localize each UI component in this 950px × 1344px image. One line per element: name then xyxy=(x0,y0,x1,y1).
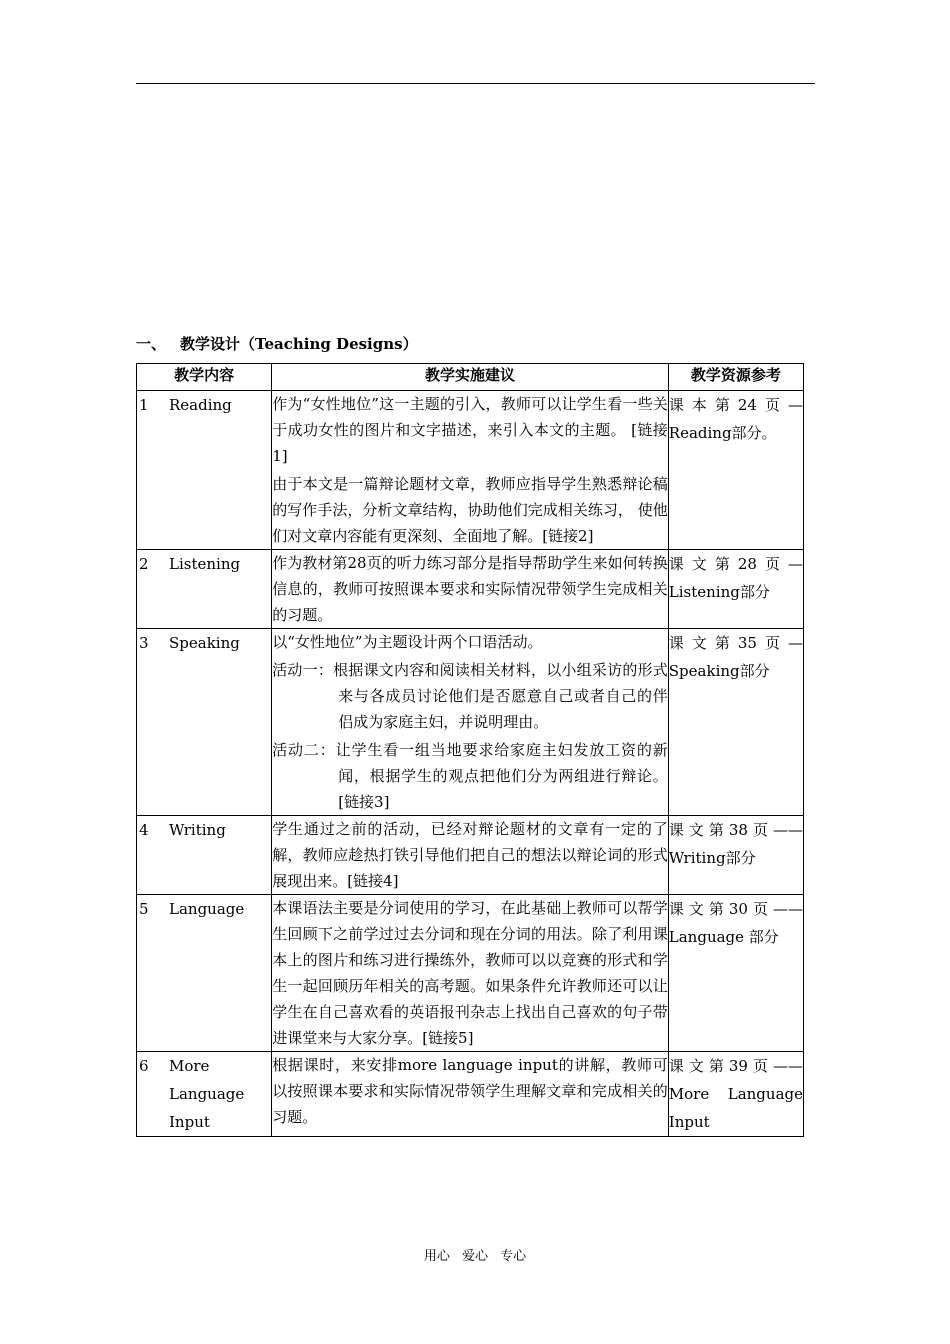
resource-cell xyxy=(668,550,803,629)
content-cell xyxy=(137,895,272,1052)
resource-cell xyxy=(668,895,803,1052)
row-index: 6 xyxy=(139,1057,149,1075)
resource-text: 课文第30页——Language 部分 xyxy=(668,900,803,946)
row-index: 5 xyxy=(139,900,149,918)
activity-two: 活动二：让学生看一组当地要求给家庭主妇发放工资的新闻，根据学生的观点把他们分为两组进行辩论。[链接3] xyxy=(272,741,668,811)
advice-cell xyxy=(272,550,669,629)
resource-cell xyxy=(668,391,803,550)
advice-paragraph: 本课语法主要是分词使用的学习，在此基础上教师可以帮学生回顾下之前学过过去分词和现在分词的用法。除了利用课本上的图片和练习进行操练外，教师可以以竞赛的形式和学生一起回顾历年相关的高考题。如果条件允许教师还可以让学生在自己喜欢看的英语报刊杂志上找出自己喜欢的句子带进课堂来与大家分享。[链接5] xyxy=(272,899,668,1047)
table-header-row xyxy=(137,364,804,391)
header-rule xyxy=(136,83,815,84)
row-topic: Reading xyxy=(169,396,232,414)
content-cell xyxy=(137,1052,272,1137)
row-index: 1 xyxy=(139,396,149,414)
table-row xyxy=(137,550,804,629)
row-topic: Listening xyxy=(169,555,241,573)
resource-text: 课文第35页—Speaking部分 xyxy=(668,634,803,680)
row-index: 4 xyxy=(139,821,149,839)
advice-cell xyxy=(272,895,669,1052)
activity-one: 活动一：根据课文内容和阅读相关材料，以小组采访的形式来与各成员讨论他们是否愿意自己或者自己的伴侣成为家庭主妇，并说明理由。 xyxy=(272,661,668,731)
table-row xyxy=(137,629,804,816)
resource-cell xyxy=(668,1052,803,1137)
resource-text: 课文第28页—Listening部分 xyxy=(668,555,803,601)
table-row xyxy=(137,391,804,550)
row-topic: More Language Input xyxy=(169,1057,245,1131)
resource-cell xyxy=(668,816,803,895)
header-advice: 教学实施建议 xyxy=(272,364,669,391)
content-cell xyxy=(137,391,272,550)
row-topic: Speaking xyxy=(169,634,240,652)
advice-paragraph: 作为“女性地位”这一主题的引入，教师可以让学生看一些关于成功女性的图片和文字描述，来引入本文的主题。 [链接1] xyxy=(272,395,668,465)
advice-cell xyxy=(272,816,669,895)
advice-paragraph: 作为教材第28页的听力练习部分是指导帮助学生来如何转换信息的，教师可按照课本要求和实际情况带领学生完成相关的习题。 xyxy=(272,554,668,624)
advice-intro: 以“女性地位”为主题设计两个口语活动。 xyxy=(272,633,543,651)
content-cell xyxy=(137,816,272,895)
table-row xyxy=(137,816,804,895)
page-footer: 用心 爱心 专心 xyxy=(423,1249,527,1264)
advice-paragraph: 根据课时，来安排more language input的讲解，教师可以按照课本要求和实际情况带领学生理解文章和完成相关的习题。 xyxy=(272,1056,668,1126)
advice-paragraph: 由于本文是一篇辩论题材文章，教师应指导学生熟悉辩论稿的写作手法，分析文章结构，协助他们完成相关练习， 使他们对文章内容能有更深刻、全面地了解。[链接2] xyxy=(272,475,668,545)
section-number: 一、 xyxy=(136,335,167,353)
row-index: 3 xyxy=(139,634,149,652)
section-heading xyxy=(136,333,418,355)
table-row xyxy=(137,1052,804,1137)
resource-text: 课本第24页—Reading部分。 xyxy=(668,396,803,442)
header-resource: 教学资源参考 xyxy=(668,364,803,391)
resource-text: 课文第39页——More Language Input xyxy=(668,1057,803,1131)
content-cell xyxy=(137,550,272,629)
row-topic: Writing xyxy=(169,821,226,839)
advice-paragraph: 学生通过之前的活动，已经对辩论题材的文章有一定的了解，教师应趁热打铁引导他们把自己的想法以辩论词的形式展现出来。[链接4] xyxy=(272,820,668,890)
row-topic: Language xyxy=(169,900,245,918)
content-cell xyxy=(137,629,272,816)
section-title: 教学设计（Teaching Designs） xyxy=(180,335,418,353)
header-content: 教学内容 xyxy=(137,364,272,391)
advice-cell xyxy=(272,629,669,816)
resource-text: 课文第38页——Writing部分 xyxy=(668,821,803,867)
advice-cell xyxy=(272,1052,669,1137)
teaching-design-table xyxy=(136,363,804,1137)
row-index: 2 xyxy=(139,555,149,573)
table-row xyxy=(137,895,804,1052)
advice-cell xyxy=(272,391,669,550)
resource-cell xyxy=(668,629,803,816)
